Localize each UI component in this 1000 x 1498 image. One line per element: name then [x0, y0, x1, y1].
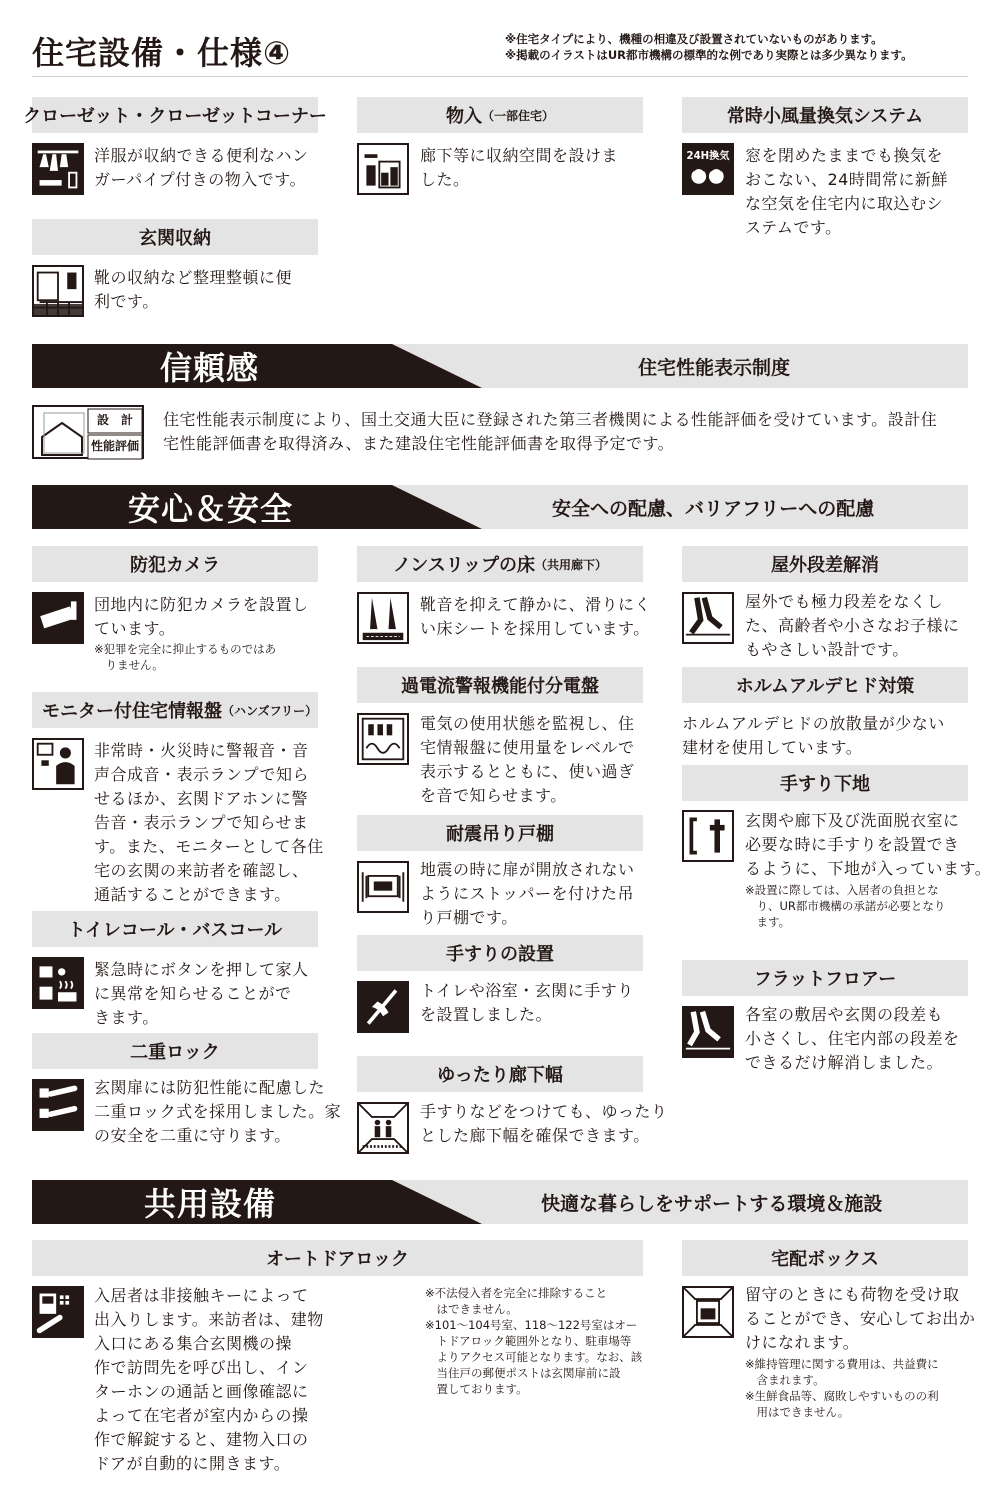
distribution-board-icon: [357, 713, 409, 765]
camera-text: 団地内に防犯カメラを設置し ています。: [94, 595, 309, 638]
camera-title: 防犯カメラ: [32, 546, 318, 582]
handrail-title: 手すりの設置: [357, 935, 643, 971]
delivery-box-text: 留守のときにも荷物を受け取 ることができ、安心してお出か けになれます。: [745, 1285, 976, 1352]
outdoor-step-title: 屋外段差解消: [682, 546, 968, 582]
camera-icon: [32, 592, 84, 644]
flat-floor-title: フラットフロアー: [682, 960, 968, 996]
monitor-text: 非常時・火災時に警報音・音 声合成音・表示ランプで知ら せるほか、玄関ドアホンに警 告音・表示ランプで知らせま す。また、モニターとして各住 宅の玄関の来訪者を確認し、 通話することができます。: [94, 741, 324, 904]
reliability-heading: 信頼感: [160, 349, 260, 387]
autolock-text: 入居者は非接触キーによって 出入りします。来訪者は、建物 入口にある集合玄関機の操 作で訪問先を呼び出し、イン ターホンの通話と画像確認に よって在宅者が室内からの操 作で解錠すると、建物入口の ドアが自動的に開きます。: [94, 1286, 324, 1473]
closet-text: 洋服が収納できる便利なハン ガーパイプ付きの物入です。: [94, 146, 309, 189]
reliability-subheading: 住宅性能表示制度: [638, 356, 791, 379]
handrail-base-text: 玄関や廊下及び洗面脱衣室に 必要な時に手すりを設置でき るように、下地が入っています。: [745, 811, 992, 878]
delivery-box-note: ※維持管理に関する費用は、共益費に 含まれます。 ※生鮮食品等、腐敗しやすいものの利 用はできません。: [745, 1357, 939, 1419]
page-notes: ※住宅タイプにより、機種の相違及び設置されていないものがあります。 ※掲載のイラストはUR都市機構の標準的な例であり実際とは多少異なります。: [505, 32, 913, 62]
common-heading: 共用設備: [144, 1185, 277, 1223]
double-lock-title: 二重ロック: [32, 1033, 318, 1069]
flat-floor-icon: [682, 1006, 734, 1058]
autolock-title: オートドアロック: [32, 1240, 643, 1276]
closet-title: クローゼット・クローゼットコーナー: [32, 97, 318, 133]
quake-shelf-title: 耐震吊り戸棚: [357, 815, 643, 851]
storage-icon: [357, 143, 409, 195]
autolock-note: ※不法侵入者を完全に排除すること はできません。 ※101〜104号室、118〜122号室はオー トドアロック範囲外となり、駐車場等 よりアクセス可能となります。なお、該 当住戸の郵便ポストは玄関扉前に設 置しております。: [425, 1286, 643, 1396]
closet-icon: [32, 143, 84, 195]
quake-shelf-text: 地震の時に扉が開放されない ようにストッパーを付けた吊 り戸棚です。: [420, 860, 635, 927]
delivery-box-title: 宅配ボックス: [682, 1240, 968, 1276]
handrail-base-note: ※設置に際しては、入居者の負担とな り、UR都市機構の承諾が必要となり ます。: [745, 883, 946, 929]
flat-floor-text: 各室の敷居や玄関の段差も 小さくし、住宅内部の段差を できるだけ解消しました。: [745, 1005, 960, 1072]
header-divider: [32, 76, 968, 77]
page-title: 住宅設備・仕様④: [32, 34, 292, 72]
double-lock-icon: [32, 1079, 84, 1131]
safety-subheading: 安全への配慮、バリアフリーへの配慮: [552, 497, 875, 520]
ventilation-icon: [682, 143, 734, 195]
corridor-title: ゆったり廊下幅: [357, 1056, 643, 1092]
handrail-base-title: 手すり下地: [682, 765, 968, 801]
common-band: [32, 1180, 968, 1224]
handrail-icon: [357, 981, 409, 1033]
wide-corridor-icon: [357, 1102, 409, 1154]
safety-heading: 安心＆安全: [128, 490, 294, 528]
entrance-storage-title: 玄関収納: [32, 219, 318, 255]
storage-text: 廊下等に収納空間を設けま した。: [420, 146, 619, 189]
reliability-band: [32, 344, 968, 388]
common-subheading: 快適な暮らしをサポートする環境＆施設: [541, 1192, 883, 1215]
corridor-text: 手すりなどをつけても、ゆったり とした廊下幅を確保できます。: [420, 1102, 668, 1145]
call-button-icon: [32, 957, 84, 1009]
entrance-storage-icon: [32, 265, 84, 317]
monitor-title: モニター付住宅情報盤 （ハンズフリー）: [32, 692, 318, 728]
svg-text:24H換気: 24H換気: [686, 150, 730, 162]
toilet-call-text: 緊急時にボタンを押して家人 に異常を知らせることがで きます。: [94, 960, 309, 1027]
ventilation-title: 常時小風量換気システム: [682, 97, 968, 133]
toilet-call-title: トイレコール・バスコール: [32, 911, 318, 947]
outdoor-step-text: 屋外でも極力段差をなくし た、高齢者や小さなお子様に もやさしい設計です。: [745, 592, 960, 659]
reliability-text: 住宅性能表示制度により、国土交通大臣に登録された第三者機関による性能評価を受けています。設計住 宅性能評価書を取得済み、また建設住宅性能評価書を取得予定です。: [163, 410, 938, 453]
handrail-text: トイレや浴室・玄関に手すり を設置しました。: [420, 981, 634, 1024]
ventilation-text: 窓を閉めたままでも換気を おこない、24時間常に新鮮 な空気を住宅内に取込むシ ステムです。: [745, 146, 948, 237]
safety-band: [32, 485, 968, 529]
breaker-text: 電気の使用状態を監視し、住 宅情報盤に使用量をレベルで 表示するとともに、使い過ぎ を音で知らせます。: [420, 714, 635, 805]
nonslip-title: ノンスリップの床 （共用廊下）: [357, 546, 643, 582]
earthquake-cabinet-icon: [357, 861, 409, 913]
double-lock-text: 玄関扉には防犯性能に配慮した 二重ロック式を採用しました。家 の安全を二重に守ります。: [94, 1078, 342, 1145]
performance-evaluation-icon: 設 計 性能評価: [32, 405, 144, 459]
formaldehyde-title: ホルムアルデヒド対策: [682, 667, 968, 703]
delivery-box-icon: [682, 1286, 734, 1338]
storage-title: 物入 （一部住宅）: [357, 97, 643, 133]
entrance-storage-text: 靴の収納など整理整頓に便 利です。: [94, 268, 293, 311]
camera-note: ※犯罪を完全に抑止するものではあ りません。: [94, 642, 277, 672]
step-free-icon: [682, 592, 734, 644]
formaldehyde-text: ホルムアルデヒドの放散量が少ない 建材を使用しています。: [682, 714, 945, 757]
breaker-title: 過電流警報機能付分電盤: [357, 667, 643, 703]
nonslip-floor-icon: [357, 592, 409, 644]
handrail-base-icon: [682, 810, 734, 862]
intercom-monitor-icon: [32, 738, 84, 790]
nonslip-text: 靴音を抑えて静かに、滑りにく い床シートを採用しています。: [420, 595, 652, 638]
autolock-icon: [32, 1286, 84, 1338]
